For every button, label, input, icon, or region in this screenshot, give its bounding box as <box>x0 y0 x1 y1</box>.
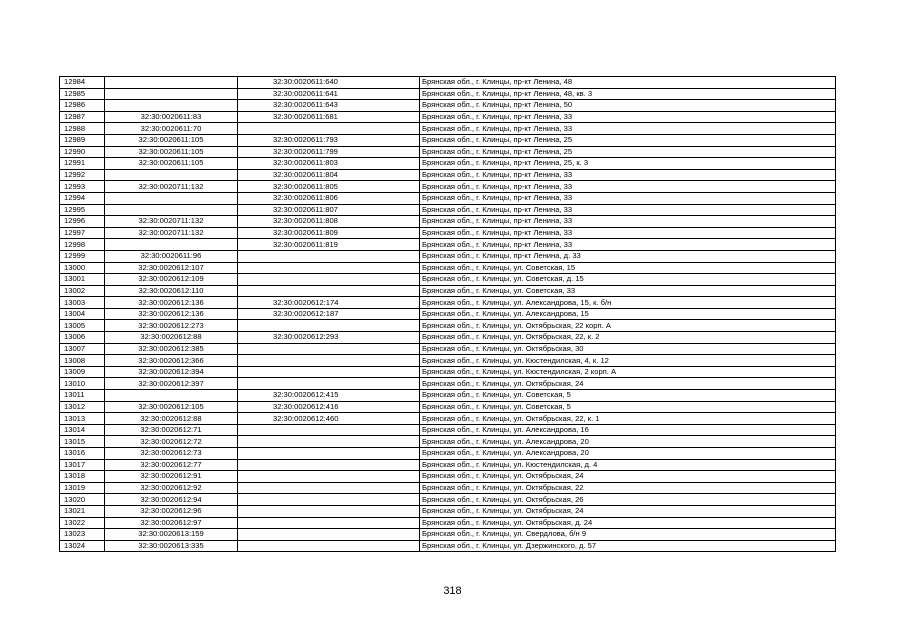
record-number-cell: 12998 <box>60 239 105 251</box>
address-cell: Брянская обл., г. Клинцы, пр-кт Ленина, 33 <box>420 192 836 204</box>
address-cell: Брянская обл., г. Клинцы, пр-кт Ленина, д. 33 <box>420 250 836 262</box>
table-row <box>60 100 836 112</box>
address-cell: Брянская обл., г. Клинцы, ул. Октябрьская, 30 <box>420 343 836 355</box>
parcel-cadastral-number-cell: 32:30:0020612:136 <box>105 297 238 309</box>
address-cell: Брянская обл., г. Клинцы, пр-кт Ленина, 33 <box>420 123 836 135</box>
parcel-cadastral-number-cell: 32:30:0020612:110 <box>105 285 238 297</box>
parcel-cadastral-number-cell <box>105 390 238 402</box>
table-row <box>60 505 836 517</box>
address-cell: Брянская обл., г. Клинцы, ул. Александрова, 20 <box>420 448 836 460</box>
object-cadastral-number-cell <box>238 540 420 552</box>
address-cell: Брянская обл., г. Клинцы, ул. Кюстендилская, 4, к. 12 <box>420 355 836 367</box>
table-row <box>60 88 836 100</box>
table-row <box>60 158 836 170</box>
address-cell: Брянская обл., г. Клинцы, пр-кт Ленина, 25 <box>420 146 836 158</box>
parcel-cadastral-number-cell: 32:30:0020611:105 <box>105 134 238 146</box>
parcel-cadastral-number-cell: 32:30:0020612:109 <box>105 274 238 286</box>
table-row <box>60 77 836 89</box>
record-number-cell: 13001 <box>60 274 105 286</box>
record-number-cell: 13000 <box>60 262 105 274</box>
address-cell: Брянская обл., г. Клинцы, пр-кт Ленина, 33 <box>420 111 836 123</box>
parcel-cadastral-number-cell <box>105 169 238 181</box>
address-cell: Брянская обл., г. Клинцы, ул. Октябрьская, 22 корп. А <box>420 320 836 332</box>
table-row <box>60 169 836 181</box>
address-cell: Брянская обл., г. Клинцы, ул. Октябрьская, 24 <box>420 378 836 390</box>
parcel-cadastral-number-cell: 32:30:0020612:73 <box>105 448 238 460</box>
object-cadastral-number-cell: 32:30:0020612:174 <box>238 297 420 309</box>
object-cadastral-number-cell <box>238 471 420 483</box>
record-number-cell: 13011 <box>60 390 105 402</box>
parcel-cadastral-number-cell: 32:30:0020612:88 <box>105 332 238 344</box>
table-row <box>60 366 836 378</box>
record-number-cell: 13016 <box>60 448 105 460</box>
object-cadastral-number-cell: 32:30:0020611:805 <box>238 181 420 193</box>
record-number-cell: 13004 <box>60 308 105 320</box>
record-number-cell: 12984 <box>60 77 105 89</box>
record-number-cell: 13022 <box>60 517 105 529</box>
parcel-cadastral-number-cell: 32:30:0020612:92 <box>105 482 238 494</box>
table-row <box>60 274 836 286</box>
object-cadastral-number-cell: 32:30:0020612:187 <box>238 308 420 320</box>
record-number-cell: 13013 <box>60 413 105 425</box>
record-number-cell: 12988 <box>60 123 105 135</box>
record-number-cell: 12985 <box>60 88 105 100</box>
record-number-cell: 12999 <box>60 250 105 262</box>
object-cadastral-number-cell <box>238 355 420 367</box>
object-cadastral-number-cell: 32:30:0020612:415 <box>238 390 420 402</box>
object-cadastral-number-cell <box>238 320 420 332</box>
table-row <box>60 285 836 297</box>
parcel-cadastral-number-cell: 32:30:0020612:71 <box>105 424 238 436</box>
parcel-cadastral-number-cell: 32:30:0020611:105 <box>105 146 238 158</box>
table-row <box>60 146 836 158</box>
address-cell: Брянская обл., г. Клинцы, пр-кт Ленина, 33 <box>420 181 836 193</box>
object-cadastral-number-cell <box>238 517 420 529</box>
parcel-cadastral-number-cell: 32:30:0020613:159 <box>105 529 238 541</box>
object-cadastral-number-cell <box>238 366 420 378</box>
record-number-cell: 13023 <box>60 529 105 541</box>
parcel-cadastral-number-cell: 32:30:0020612:77 <box>105 459 238 471</box>
table-row <box>60 332 836 344</box>
object-cadastral-number-cell <box>238 436 420 448</box>
cadastral-registry-table <box>59 76 836 552</box>
table-row <box>60 297 836 309</box>
record-number-cell: 13007 <box>60 343 105 355</box>
record-number-cell: 13009 <box>60 366 105 378</box>
parcel-cadastral-number-cell: 32:30:0020612:385 <box>105 343 238 355</box>
table-row <box>60 482 836 494</box>
parcel-cadastral-number-cell: 32:30:0020612:366 <box>105 355 238 367</box>
parcel-cadastral-number-cell: 32:30:0020612:72 <box>105 436 238 448</box>
address-cell: Брянская обл., г. Клинцы, пр-кт Ленина, 25 <box>420 134 836 146</box>
record-number-cell: 13014 <box>60 424 105 436</box>
address-cell: Брянская обл., г. Клинцы, ул. Александрова, 20 <box>420 436 836 448</box>
object-cadastral-number-cell: 32:30:0020611:793 <box>238 134 420 146</box>
record-number-cell: 12990 <box>60 146 105 158</box>
parcel-cadastral-number-cell: 32:30:0020613:335 <box>105 540 238 552</box>
parcel-cadastral-number-cell <box>105 100 238 112</box>
record-number-cell: 12991 <box>60 158 105 170</box>
table-row <box>60 390 836 402</box>
object-cadastral-number-cell: 32:30:0020612:460 <box>238 413 420 425</box>
record-number-cell: 13006 <box>60 332 105 344</box>
object-cadastral-number-cell <box>238 285 420 297</box>
record-number-cell: 13024 <box>60 540 105 552</box>
object-cadastral-number-cell: 32:30:0020611:809 <box>238 227 420 239</box>
address-cell: Брянская обл., г. Клинцы, ул. Октябрьская, 24 <box>420 505 836 517</box>
address-cell: Брянская обл., г. Клинцы, ул. Советская, 15 <box>420 262 836 274</box>
record-number-cell: 12995 <box>60 204 105 216</box>
address-cell: Брянская обл., г. Клинцы, ул. Октябрьская, 24 <box>420 471 836 483</box>
address-cell: Брянская обл., г. Клинцы, пр-кт Ленина, 33 <box>420 216 836 228</box>
object-cadastral-number-cell <box>238 343 420 355</box>
address-cell: Брянская обл., г. Клинцы, пр-кт Ленина, 50 <box>420 100 836 112</box>
address-cell: Брянская обл., г. Клинцы, ул. Кюстендилская, д. 4 <box>420 459 836 471</box>
parcel-cadastral-number-cell: 32:30:0020612:96 <box>105 505 238 517</box>
address-cell: Брянская обл., г. Клинцы, ул. Александрова, 16 <box>420 424 836 436</box>
address-cell: Брянская обл., г. Клинцы, пр-кт Ленина, 33 <box>420 227 836 239</box>
parcel-cadastral-number-cell: 32:30:0020612:397 <box>105 378 238 390</box>
object-cadastral-number-cell <box>238 262 420 274</box>
table-row <box>60 343 836 355</box>
parcel-cadastral-number-cell: 32:30:0020612:97 <box>105 517 238 529</box>
table-row <box>60 227 836 239</box>
object-cadastral-number-cell <box>238 250 420 262</box>
parcel-cadastral-number-cell: 32:30:0020612:105 <box>105 401 238 413</box>
address-cell: Брянская обл., г. Клинцы, ул. Советская, д. 15 <box>420 274 836 286</box>
record-number-cell: 12993 <box>60 181 105 193</box>
table-row <box>60 471 836 483</box>
object-cadastral-number-cell: 32:30:0020611:641 <box>238 88 420 100</box>
address-cell: Брянская обл., г. Клинцы, ул. Октябрьская, 22, к. 1 <box>420 413 836 425</box>
parcel-cadastral-number-cell: 32:30:0020612:107 <box>105 262 238 274</box>
object-cadastral-number-cell: 32:30:0020611:806 <box>238 192 420 204</box>
record-number-cell: 13002 <box>60 285 105 297</box>
parcel-cadastral-number-cell: 32:30:0020612:136 <box>105 308 238 320</box>
object-cadastral-number-cell <box>238 529 420 541</box>
table-row <box>60 111 836 123</box>
table-row <box>60 192 836 204</box>
parcel-cadastral-number-cell: 32:30:0020711:132 <box>105 216 238 228</box>
object-cadastral-number-cell: 32:30:0020611:803 <box>238 158 420 170</box>
address-cell: Брянская обл., г. Клинцы, ул. Октябрьская, д. 24 <box>420 517 836 529</box>
parcel-cadastral-number-cell <box>105 204 238 216</box>
record-number-cell: 12996 <box>60 216 105 228</box>
record-number-cell: 12987 <box>60 111 105 123</box>
address-cell: Брянская обл., г. Клинцы, ул. Дзержинского, д. 57 <box>420 540 836 552</box>
object-cadastral-number-cell: 32:30:0020611:808 <box>238 216 420 228</box>
address-cell: Брянская обл., г. Клинцы, пр-кт Ленина, 33 <box>420 204 836 216</box>
object-cadastral-number-cell <box>238 494 420 506</box>
table-row <box>60 239 836 251</box>
address-cell: Брянская обл., г. Клинцы, ул. Советская, 5 <box>420 390 836 402</box>
record-number-cell: 12994 <box>60 192 105 204</box>
table-row <box>60 424 836 436</box>
address-cell: Брянская обл., г. Клинцы, пр-кт Ленина, 33 <box>420 239 836 251</box>
record-number-cell: 12989 <box>60 134 105 146</box>
object-cadastral-number-cell: 32:30:0020611:799 <box>238 146 420 158</box>
record-number-cell: 13003 <box>60 297 105 309</box>
object-cadastral-number-cell <box>238 378 420 390</box>
address-cell: Брянская обл., г. Клинцы, пр-кт Ленина, 25, к. 3 <box>420 158 836 170</box>
table-body <box>60 77 836 552</box>
object-cadastral-number-cell <box>238 448 420 460</box>
address-cell: Брянская обл., г. Клинцы, пр-кт Ленина, 33 <box>420 169 836 181</box>
parcel-cadastral-number-cell <box>105 77 238 89</box>
object-cadastral-number-cell: 32:30:0020611:804 <box>238 169 420 181</box>
address-cell: Брянская обл., г. Клинцы, ул. Кюстендилская, 2 корп. А <box>420 366 836 378</box>
address-cell: Брянская обл., г. Клинцы, ул. Октябрьская, 26 <box>420 494 836 506</box>
parcel-cadastral-number-cell: 32:30:0020611:83 <box>105 111 238 123</box>
object-cadastral-number-cell: 32:30:0020612:293 <box>238 332 420 344</box>
table-row <box>60 540 836 552</box>
table-row <box>60 378 836 390</box>
parcel-cadastral-number-cell: 32:30:0020611:70 <box>105 123 238 135</box>
record-number-cell: 13021 <box>60 505 105 517</box>
table-row <box>60 250 836 262</box>
object-cadastral-number-cell <box>238 459 420 471</box>
record-number-cell: 12997 <box>60 227 105 239</box>
record-number-cell: 13008 <box>60 355 105 367</box>
object-cadastral-number-cell: 32:30:0020611:640 <box>238 77 420 89</box>
object-cadastral-number-cell: 32:30:0020611:819 <box>238 239 420 251</box>
parcel-cadastral-number-cell: 32:30:0020612:394 <box>105 366 238 378</box>
parcel-cadastral-number-cell <box>105 192 238 204</box>
object-cadastral-number-cell <box>238 424 420 436</box>
address-cell: Брянская обл., г. Клинцы, ул. Советская, 33 <box>420 285 836 297</box>
record-number-cell: 13019 <box>60 482 105 494</box>
table-row <box>60 401 836 413</box>
record-number-cell: 12992 <box>60 169 105 181</box>
parcel-cadastral-number-cell: 32:30:0020612:88 <box>105 413 238 425</box>
object-cadastral-number-cell <box>238 274 420 286</box>
parcel-cadastral-number-cell: 32:30:0020611:96 <box>105 250 238 262</box>
table-row <box>60 181 836 193</box>
record-number-cell: 12986 <box>60 100 105 112</box>
table-row <box>60 216 836 228</box>
address-cell: Брянская обл., г. Клинцы, пр-кт Ленина, 48, кв. 3 <box>420 88 836 100</box>
record-number-cell: 13020 <box>60 494 105 506</box>
record-number-cell: 13005 <box>60 320 105 332</box>
table-row <box>60 134 836 146</box>
parcel-cadastral-number-cell <box>105 88 238 100</box>
address-cell: Брянская обл., г. Клинцы, ул. Александрова, 15 <box>420 308 836 320</box>
address-cell: Брянская обл., г. Клинцы, ул. Октябрьская, 22 <box>420 482 836 494</box>
record-number-cell: 13010 <box>60 378 105 390</box>
record-number-cell: 13018 <box>60 471 105 483</box>
table-row <box>60 123 836 135</box>
table-row <box>60 308 836 320</box>
object-cadastral-number-cell <box>238 123 420 135</box>
parcel-cadastral-number-cell: 32:30:0020612:94 <box>105 494 238 506</box>
object-cadastral-number-cell: 32:30:0020611:681 <box>238 111 420 123</box>
object-cadastral-number-cell: 32:30:0020611:807 <box>238 204 420 216</box>
table-row <box>60 448 836 460</box>
address-cell: Брянская обл., г. Клинцы, пр-кт Ленина, 48 <box>420 77 836 89</box>
address-cell: Брянская обл., г. Клинцы, ул. Свердлова, б/н 9 <box>420 529 836 541</box>
table-row <box>60 320 836 332</box>
parcel-cadastral-number-cell: 32:30:0020612:273 <box>105 320 238 332</box>
object-cadastral-number-cell: 32:30:0020612:416 <box>238 401 420 413</box>
parcel-cadastral-number-cell: 32:30:0020611:105 <box>105 158 238 170</box>
parcel-cadastral-number-cell: 32:30:0020711:132 <box>105 227 238 239</box>
address-cell: Брянская обл., г. Клинцы, ул. Александрова, 15, к. б/н <box>420 297 836 309</box>
table-row <box>60 529 836 541</box>
table-row <box>60 204 836 216</box>
parcel-cadastral-number-cell: 32:30:0020612:91 <box>105 471 238 483</box>
table-row <box>60 355 836 367</box>
object-cadastral-number-cell <box>238 505 420 517</box>
parcel-cadastral-number-cell <box>105 239 238 251</box>
record-number-cell: 13012 <box>60 401 105 413</box>
object-cadastral-number-cell <box>238 482 420 494</box>
record-number-cell: 13015 <box>60 436 105 448</box>
table-row <box>60 494 836 506</box>
table-row <box>60 459 836 471</box>
parcel-cadastral-number-cell: 32:30:0020711:132 <box>105 181 238 193</box>
record-number-cell: 13017 <box>60 459 105 471</box>
table-row <box>60 413 836 425</box>
page-number: 318 <box>443 585 462 597</box>
table-row <box>60 517 836 529</box>
table-row <box>60 262 836 274</box>
table-row <box>60 436 836 448</box>
address-cell: Брянская обл., г. Клинцы, ул. Советская, 5 <box>420 401 836 413</box>
object-cadastral-number-cell: 32:30:0020611:643 <box>238 100 420 112</box>
address-cell: Брянская обл., г. Клинцы, ул. Октябрьская, 22, к. 2 <box>420 332 836 344</box>
